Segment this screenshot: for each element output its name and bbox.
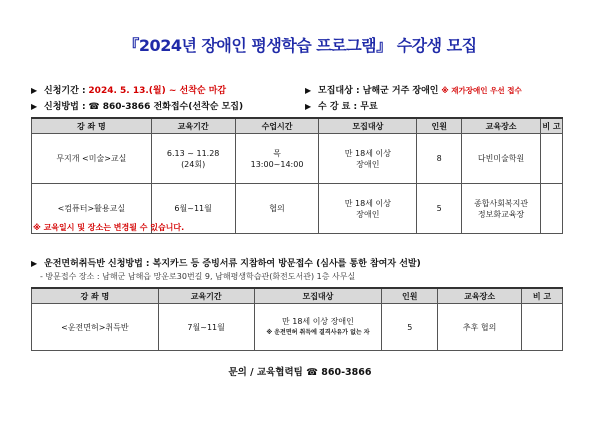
target-note: ※ 재가장애인 우선 접수 <box>441 86 522 95</box>
course-name: <컴퓨터>활용교실 <box>32 184 152 234</box>
header-place: 교육장소 <box>438 288 522 304</box>
table-row <box>32 134 563 184</box>
time-line: 목 <box>273 148 281 158</box>
header-count: 인원 <box>417 118 462 134</box>
course-place <box>462 134 541 184</box>
header-period: 교육기간 <box>158 288 254 304</box>
target-line: 장애인 <box>356 159 380 169</box>
course-place <box>462 184 541 234</box>
course-target <box>319 184 417 234</box>
course-period: 7월~11월 <box>158 304 254 351</box>
place-line: 다빈미술학원 <box>477 154 525 163</box>
method-label: 신청방법 : <box>44 102 86 112</box>
course-note <box>522 304 563 351</box>
course-table <box>31 117 563 234</box>
period-line: 6.13 ~ 11.28 <box>166 148 220 158</box>
target-condition: ※ 운전면허 취득에 결격사유가 없는 자 <box>266 329 370 336</box>
triangle-icon: ▶ <box>31 102 38 111</box>
period-line: (24회) <box>181 159 206 169</box>
contact-footer: 문의 / 교육협력팀 ☎ 860-3866 <box>228 367 372 378</box>
course-period: 6월~11월 <box>151 184 235 234</box>
place-line: 종합사회복지관 <box>474 198 529 208</box>
course-name: <운전면허>취득반 <box>32 304 159 351</box>
period-label: 신청기간 : <box>44 86 86 96</box>
course-note <box>540 134 562 184</box>
header-target: 모집대상 <box>319 118 417 134</box>
header-note: 비 고 <box>540 118 562 134</box>
triangle-icon: ▶ <box>31 86 38 95</box>
header-place: 교육장소 <box>462 118 541 134</box>
time-line: 13:00~14:00 <box>250 159 304 169</box>
driving-method-row <box>31 256 421 269</box>
course-period <box>151 134 235 184</box>
table-header-row <box>32 288 563 304</box>
header-course: 강 좌 명 <box>32 288 159 304</box>
course-count: 5 <box>382 304 438 351</box>
fee-row <box>305 99 378 112</box>
header-time: 수업시간 <box>235 118 319 134</box>
place-line: 정보화교육장 <box>477 209 525 219</box>
visit-location: - 방문접수 장소 : 남해군 남해읍 망운로30번길 9, 남해평생학습관(화전도서관) 1층 사무실 <box>40 272 356 281</box>
target-line: 만 18세 이상 <box>344 198 391 208</box>
triangle-icon: ▶ <box>305 102 312 111</box>
change-notice: ※ 교육일시 및 장소는 변경될 수 있습니다. <box>33 223 185 232</box>
course-count: 5 <box>417 184 462 234</box>
method-row <box>31 99 243 112</box>
target-row <box>305 83 522 96</box>
fee-label: 수 강 료 : 무료 <box>318 102 378 112</box>
header-course: 강 좌 명 <box>32 118 152 134</box>
course-count: 8 <box>417 134 462 184</box>
triangle-icon: ▶ <box>305 86 312 95</box>
course-target <box>254 304 382 351</box>
method-value: ☎ 860-3866 전화접수(선착순 모집) <box>88 102 244 112</box>
triangle-icon: ▶ <box>31 259 38 268</box>
page-title: 『2024년 장애인 평생학습 프로그램』 수강생 모집 <box>123 36 477 55</box>
driving-table <box>31 287 563 351</box>
driving-method-text: 운전면허취득반 신청방법 : 복지카드 등 증빙서류 지참하여 방문접수 (심사를 통한 참여자 선발) <box>44 259 421 269</box>
course-name: 무지개 <미술>교실 <box>32 134 152 184</box>
course-time <box>235 134 319 184</box>
header-count: 인원 <box>382 288 438 304</box>
table-header-row <box>32 118 563 134</box>
header-period: 교육기간 <box>151 118 235 134</box>
period-row <box>31 83 226 96</box>
target-line: 만 18세 이상 장애인 <box>281 317 354 326</box>
header-target: 모집대상 <box>254 288 382 304</box>
table-row <box>32 304 563 351</box>
course-note <box>540 184 562 234</box>
period-value: 2024. 5. 13.(월) ~ 선착순 마감 <box>88 86 227 96</box>
course-target <box>319 134 417 184</box>
target-label: 모집대상 : 남해군 거주 장애인 <box>318 86 439 96</box>
target-line: 만 18세 이상 <box>344 148 391 158</box>
target-line: 장애인 <box>356 209 380 219</box>
course-time: 협의 <box>235 184 319 234</box>
header-note: 비 고 <box>522 288 563 304</box>
course-place: 추후 협의 <box>438 304 522 351</box>
